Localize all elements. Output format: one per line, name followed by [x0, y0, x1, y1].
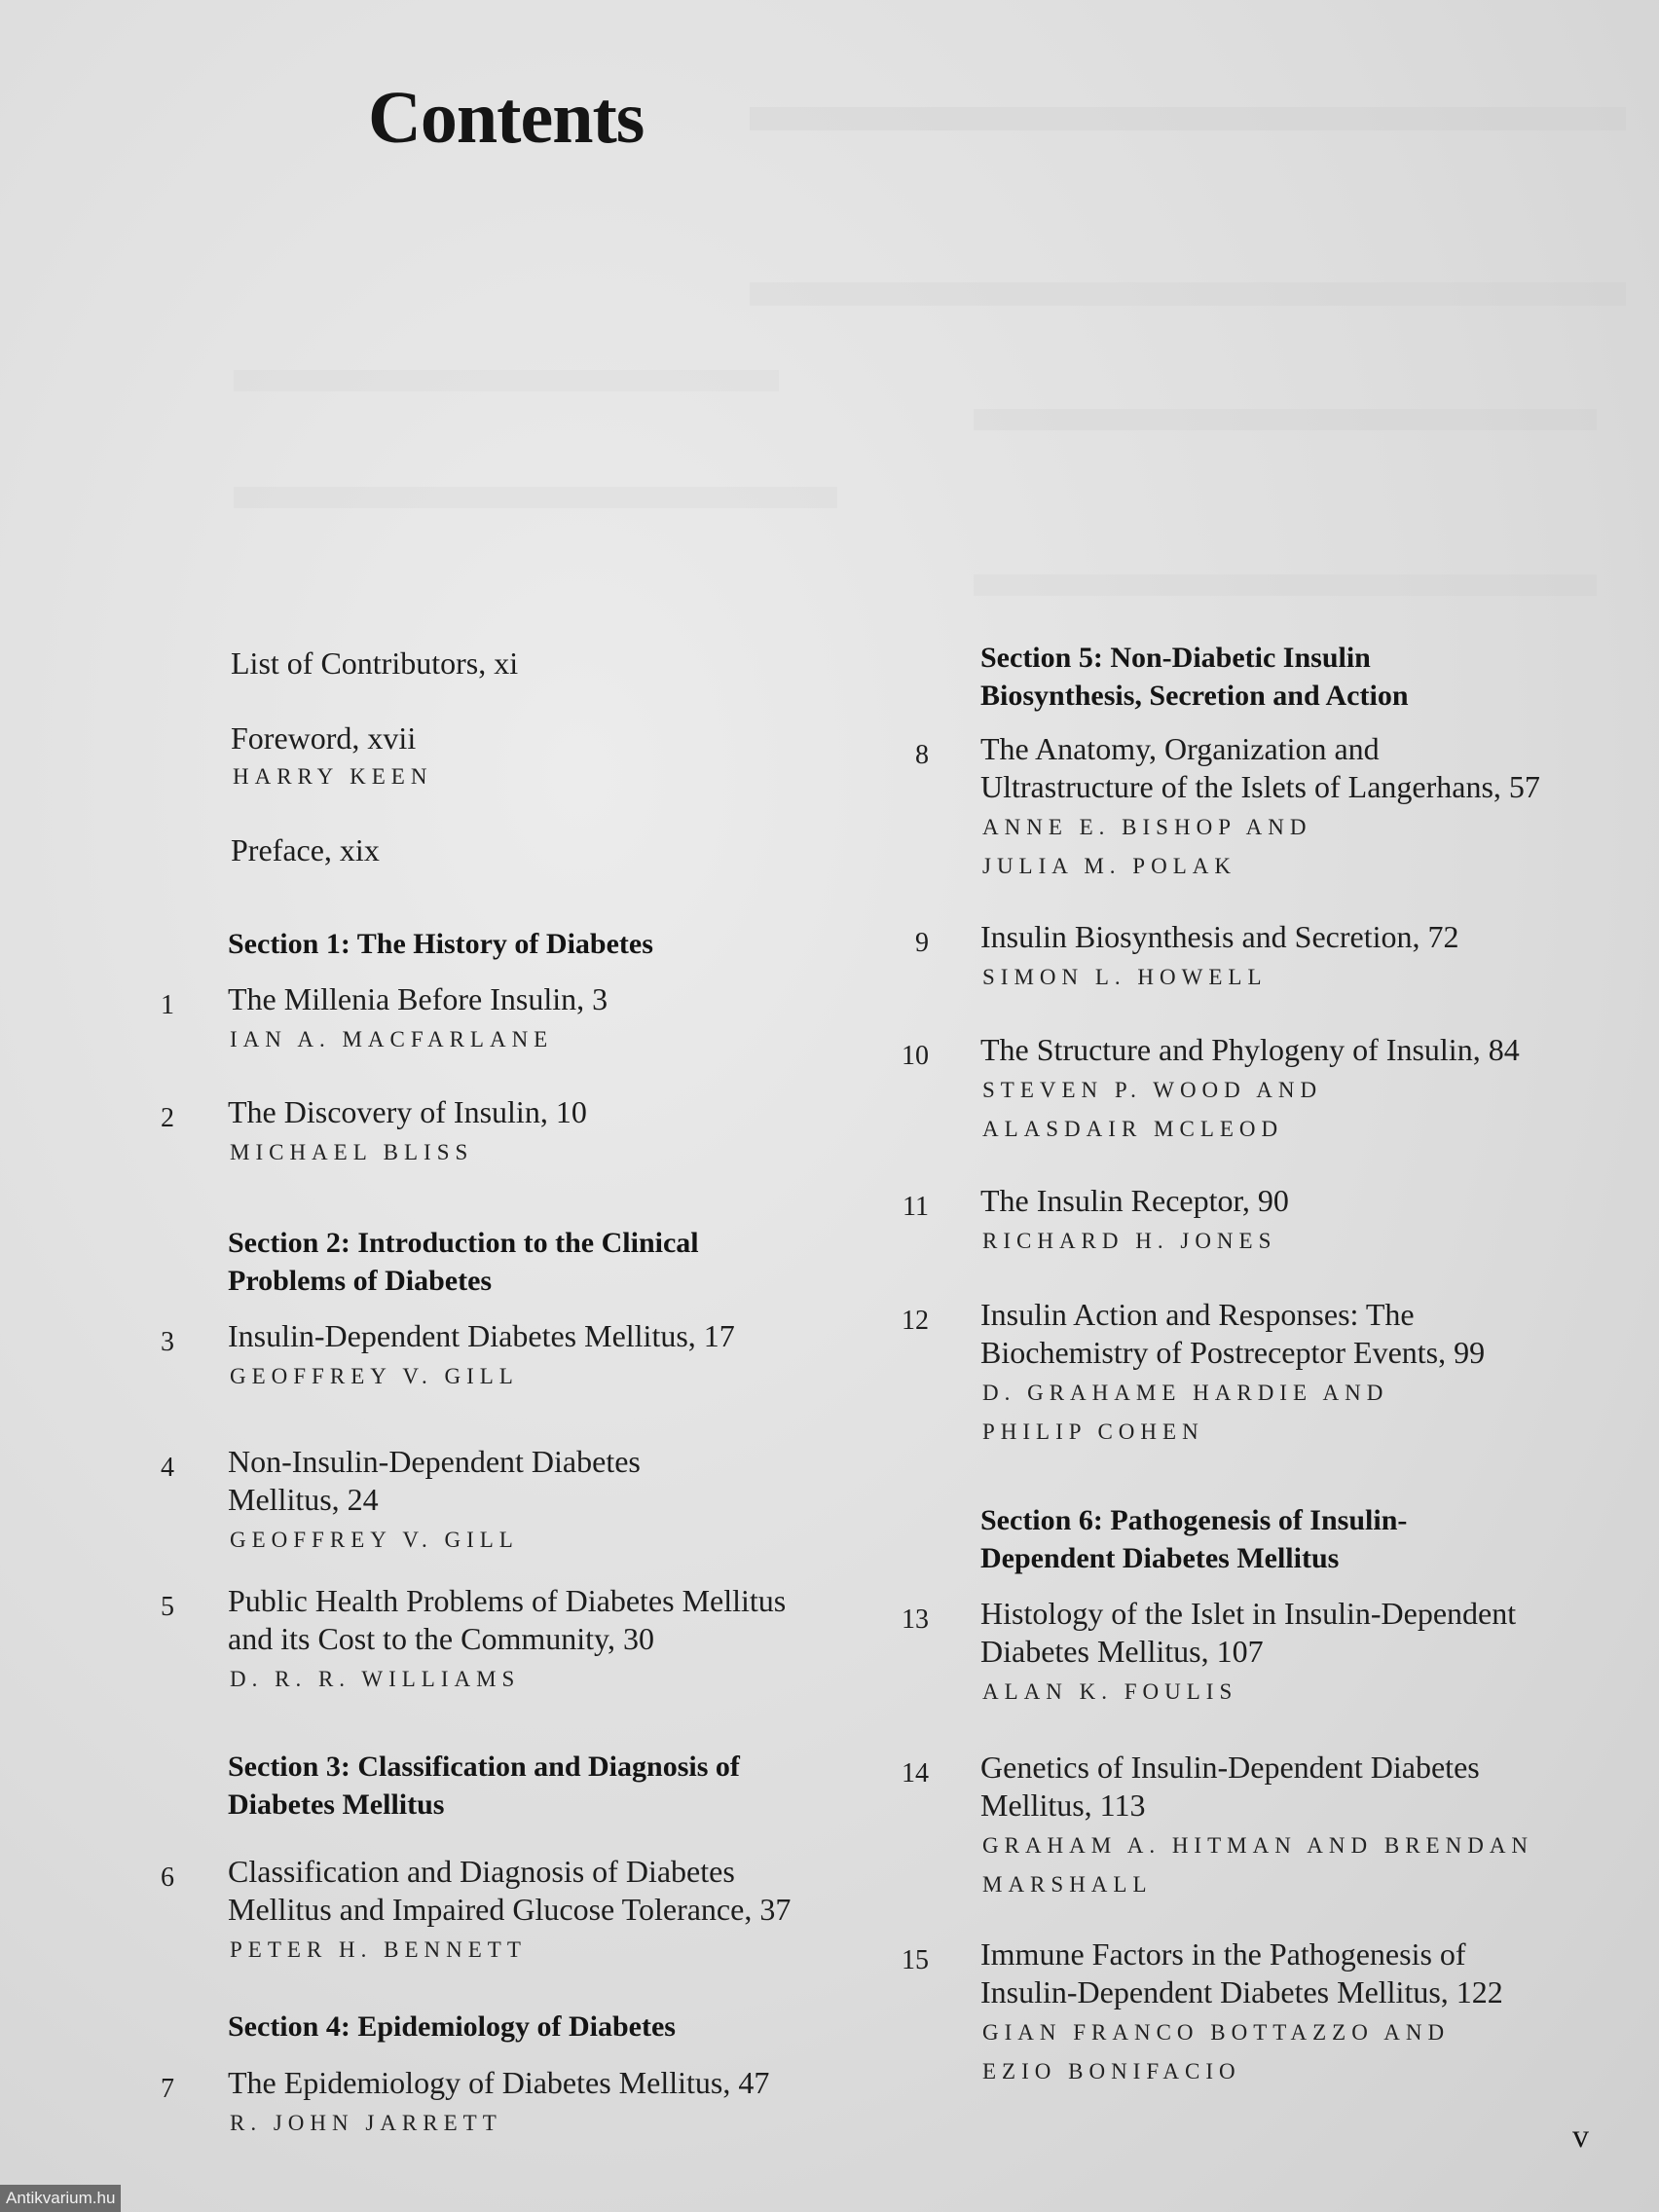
chapter-number: 3 [161, 1327, 174, 1357]
chapter-title [228, 1093, 587, 1131]
chapter-author-line: SIMON L. HOWELL [982, 965, 1268, 989]
chapter-title [228, 1582, 786, 1658]
chapter-author [982, 808, 1311, 886]
chapter-title [228, 2064, 769, 2102]
chapter-title [228, 1853, 791, 1929]
section-heading-line: Biosynthesis, Secretion and Action [980, 680, 1409, 712]
chapter-title-line: The Epidemiology of Diabetes Mellitus, 47 [228, 2065, 770, 2100]
chapter-author [982, 2013, 1450, 2091]
chapter-title-line: Mellitus, 113 [980, 1788, 1146, 1823]
page-title: Contents [368, 77, 645, 159]
chapter-author-line: MICHAEL BLISS [230, 1140, 474, 1164]
chapter-title-line: Non-Insulin-Dependent Diabetes [228, 1444, 641, 1479]
chapter-title-line: Classification and Diagnosis of Diabetes [228, 1854, 735, 1889]
chapter-author [230, 1660, 520, 1699]
section-heading [228, 2008, 676, 2046]
chapter-title-line: Ultrastructure of the Islets of Langerhans, 57 [980, 769, 1540, 804]
chapter-title-line: Diabetes Mellitus, 107 [980, 1634, 1264, 1669]
chapter-title [980, 1936, 1503, 2011]
chapter-title [228, 1317, 735, 1355]
chapter-title-line: Genetics of Insulin-Dependent Diabetes [980, 1750, 1480, 1785]
chapter-title [980, 730, 1540, 806]
chapter-number: 7 [161, 2074, 174, 2104]
chapter-author [982, 1222, 1276, 1261]
chapter-title [980, 1031, 1520, 1069]
chapter-number: 4 [161, 1453, 174, 1483]
chapter-title [980, 1182, 1289, 1220]
chapter-number: 6 [161, 1862, 174, 1893]
chapter-author [982, 1374, 1388, 1452]
chapter-title [980, 1595, 1516, 1671]
chapter-title [980, 918, 1459, 956]
chapter-title-line: Insulin Action and Responses: The [980, 1297, 1415, 1332]
chapter-author-line: MARSHALL [982, 1872, 1153, 1897]
chapter-title-line: Biochemistry of Postreceptor Events, 99 [980, 1335, 1486, 1370]
section-heading [228, 1224, 699, 1300]
chapter-title-line: and its Cost to the Community, 30 [228, 1621, 654, 1656]
chapter-title [980, 1749, 1480, 1825]
chapter-title-line: Public Health Problems of Diabetes Mellitus [228, 1583, 787, 1618]
watermark: Antikvarium.hu [0, 2185, 121, 2212]
chapter-author-line: JULIA M. POLAK [982, 854, 1236, 878]
foreword-author: HARRY KEEN [233, 764, 433, 789]
section-heading-line: Diabetes Mellitus [228, 1788, 445, 1821]
chapter-number: 8 [915, 740, 929, 770]
chapter-author [230, 2104, 502, 2143]
chapter-author-line: PETER H. BENNETT [230, 1937, 527, 1962]
chapter-title-line: The Discovery of Insulin, 10 [228, 1094, 587, 1129]
chapter-author [230, 1133, 473, 1172]
section-heading [228, 1748, 740, 1824]
chapter-title-line: Histology of the Islet in Insulin-Dependent [980, 1596, 1517, 1631]
section-heading [228, 925, 653, 963]
chapter-number: 10 [902, 1041, 929, 1071]
chapter-author-line: RICHARD H. JONES [982, 1229, 1277, 1253]
chapter-number: 5 [161, 1592, 174, 1622]
chapter-title-line: Insulin-Dependent Diabetes Mellitus, 17 [228, 1318, 735, 1353]
chapter-author-line: PHILIP COHEN [982, 1419, 1204, 1444]
page-number: v [1572, 2119, 1589, 2155]
chapter-author-line: D. R. R. WILLIAMS [230, 1667, 521, 1691]
chapter-author-line: GEOFFREY V. GILL [230, 1364, 519, 1388]
section-heading-line: Section 2: Introduction to the Clinical [228, 1227, 699, 1259]
chapter-author-line: GRAHAM A. HITMAN AND BRENDAN [982, 1833, 1534, 1858]
section-heading-line: Section 6: Pathogenesis of Insulin- [980, 1504, 1408, 1536]
chapter-title-line: The Insulin Receptor, 90 [980, 1183, 1289, 1218]
chapter-number: 9 [915, 928, 929, 958]
chapter-author-line: ANNE E. BISHOP AND [982, 815, 1312, 839]
chapter-author [230, 1020, 553, 1059]
chapter-number: 12 [902, 1306, 929, 1336]
section-heading [980, 639, 1409, 715]
chapter-number: 1 [161, 990, 174, 1020]
section-heading-line: Section 1: The History of Diabetes [228, 928, 653, 960]
chapter-author-line: R. JOHN JARRETT [230, 2111, 502, 2135]
chapter-author [230, 1357, 519, 1396]
chapter-title-line: Mellitus, 24 [228, 1482, 379, 1517]
chapter-number: 14 [902, 1758, 929, 1788]
chapter-author-line: ALAN K. FOULIS [982, 1679, 1238, 1704]
chapter-author-line: D. GRAHAME HARDIE AND [982, 1381, 1389, 1405]
chapter-title-line: The Structure and Phylogeny of Insulin, 84 [980, 1032, 1520, 1067]
chapter-number: 11 [903, 1192, 929, 1222]
chapter-title [228, 980, 608, 1018]
chapter-author-line: GIAN FRANCO BOTTAZZO AND [982, 2020, 1451, 2045]
chapter-title-line: The Millenia Before Insulin, 3 [228, 981, 608, 1016]
chapter-author [982, 958, 1268, 997]
chapter-author-line: GEOFFREY V. GILL [230, 1528, 519, 1552]
section-heading-line: Section 3: Classification and Diagnosis of [228, 1751, 740, 1783]
chapter-author [230, 1931, 527, 1970]
chapter-number: 13 [902, 1604, 929, 1635]
chapter-author [982, 1826, 1533, 1904]
section-heading-line: Section 4: Epidemiology of Diabetes [228, 2010, 676, 2043]
front-matter-contributors: List of Contributors, xi [231, 645, 519, 681]
section-heading-line: Section 5: Non-Diabetic Insulin [980, 642, 1371, 674]
section-heading-line: Problems of Diabetes [228, 1265, 493, 1297]
chapter-title-line: Insulin-Dependent Diabetes Mellitus, 122 [980, 1974, 1503, 2009]
chapter-author-line: ALASDAIR MCLEOD [982, 1117, 1284, 1141]
chapter-title-line: Insulin Biosynthesis and Secretion, 72 [980, 919, 1459, 954]
chapter-author-line: STEVEN P. WOOD AND [982, 1078, 1323, 1102]
chapter-author-line: EZIO BONIFACIO [982, 2059, 1241, 2083]
chapter-title [228, 1443, 641, 1519]
section-heading [980, 1501, 1407, 1577]
chapter-author-line: IAN A. MACFARLANE [230, 1027, 554, 1051]
chapter-author [230, 1521, 519, 1560]
chapter-title-line: Immune Factors in the Pathogenesis of [980, 1936, 1466, 1972]
chapter-author [982, 1071, 1322, 1149]
chapter-author [982, 1673, 1237, 1712]
chapter-title-line: Mellitus and Impaired Glucose Tolerance, 37 [228, 1892, 792, 1927]
front-matter-foreword: Foreword, xvii [231, 720, 417, 756]
chapter-title [980, 1296, 1485, 1372]
chapter-title-line: The Anatomy, Organization and [980, 731, 1380, 766]
chapter-number: 15 [902, 1945, 929, 1975]
chapter-number: 2 [161, 1103, 174, 1133]
front-matter-preface: Preface, xix [231, 832, 380, 867]
section-heading-line: Dependent Diabetes Mellitus [980, 1542, 1340, 1574]
